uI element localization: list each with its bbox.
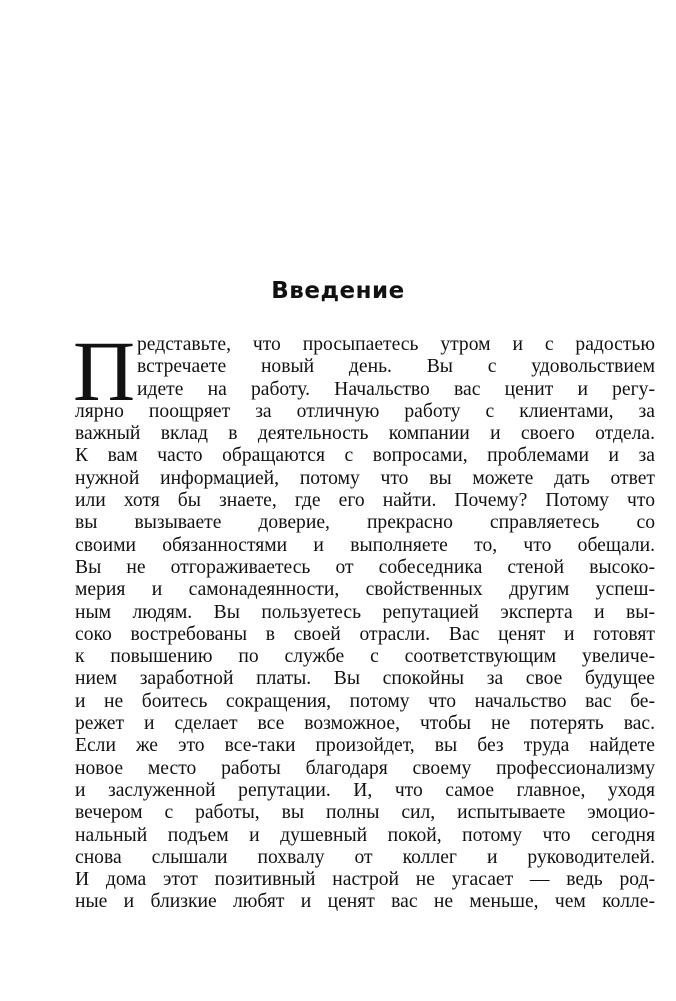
text-line: нальный подъем и душевный покой, потому что сегодня (75, 824, 655, 846)
paragraph (73, 323, 655, 914)
text-line: к повышению по службе с соответствующим увеличе- (75, 646, 655, 668)
text-line: и заслуженной репутации. И, что самое главное, уходя (75, 779, 655, 801)
drop-cap: П (73, 323, 136, 419)
text-line: нужной информацией, потому что вы можете дать ответ (75, 467, 655, 489)
body-text (73, 323, 655, 914)
text-line: К вам часто обращаются с вопросами, проблемами и за (75, 445, 655, 467)
text-line: соко востребованы в своей отрасли. Вас ценят и готовят (75, 623, 655, 645)
text-line: Вы не отгораживаетесь от собеседника стеной высоко- (75, 556, 655, 578)
text-line: И дома этот позитивный настрой не угасает — ведь род- (75, 869, 655, 891)
text-line: нием заработной платы. Вы спокойны за свое будущее (75, 668, 655, 690)
text-line: своими обязанностями и выполняете то, что обещали. (75, 534, 655, 556)
text-line: и не боитесь сокращения, потому что начальство вас бе- (75, 690, 655, 712)
chapter-heading: Введение (271, 278, 405, 304)
text-line: вечером с работы, вы полны сил, испытываете эмоцио- (75, 802, 655, 824)
text-line: вы вызываете доверие, прекрасно справляетесь со (75, 512, 655, 534)
text-line: важный вклад в деятельность компании и своего отдела. (75, 423, 655, 445)
text-line: ные и близкие любят и ценят вас не меньше, чем колле- (75, 891, 655, 913)
text-line: встречаете новый день. Вы с удовольствием (137, 356, 655, 378)
text-line: лярно поощряет за отличную работу с клиентами, за (75, 400, 655, 422)
text-line: редставьте, что просыпаетесь утром и с радостью (137, 334, 655, 355)
text-line: Если же это все-таки произойдет, вы без труда найдете (75, 735, 655, 757)
text-line: режет и сделает все возможное, чтобы не потерять вас. (75, 713, 655, 735)
text-line: или хотя бы знаете, где его найти. Почему? Потому что (75, 490, 655, 512)
text-line: новое место работы благодаря своему профессионализму (75, 757, 655, 779)
text-line: мерия и самонадеянности, свойственных другим успеш- (75, 579, 655, 601)
text-line: снова слышали похвалу от коллег и руководителей. (75, 846, 655, 868)
text-line: ным людям. Вы пользуетесь репутацией эксперта и вы- (75, 601, 655, 623)
text-line: идете на работу. Начальство вас ценит и регу- (137, 378, 655, 400)
